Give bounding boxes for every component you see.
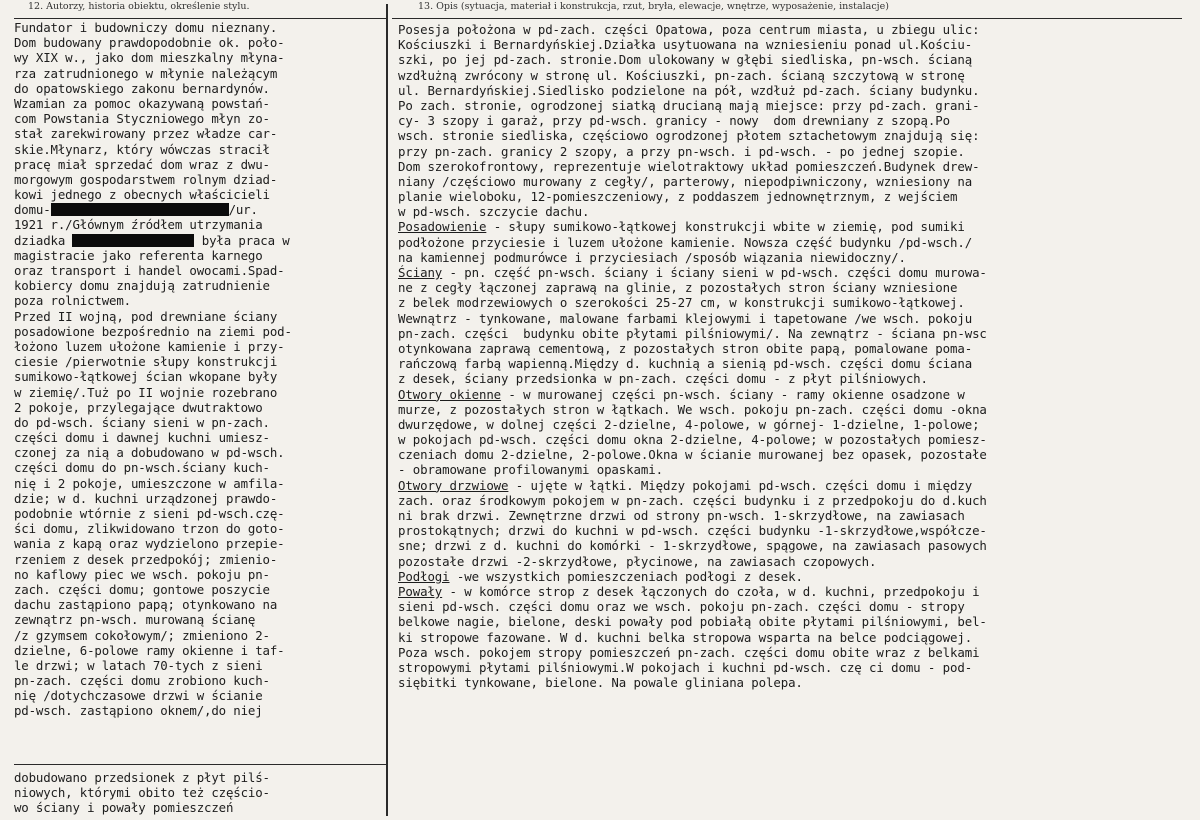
description-line: murze, z pozostałych stron w łątkach. We wsch. pokoju pn-zach. części domu -okna <box>398 401 987 417</box>
description-section <box>398 387 1188 478</box>
history-line: le drzwi; w latach 70-tych z sieni <box>14 657 263 673</box>
history-line: skie.Młynarz, który wówczas stracił <box>14 141 270 157</box>
history-line: zewnątrz pn-wsch. murowaną ścianę <box>14 612 256 628</box>
section-first-line <box>398 569 1188 584</box>
description-intro <box>398 22 1188 219</box>
description-line: wsch. stronie siedliska, częściowo ogrodzonej płotem sztachetowym znajdują się: <box>398 128 980 144</box>
description-line: stropowymi płytami pilśniowymi.W pokojach i kuchni pd-wsch. czę ci domu - pod- <box>398 659 973 675</box>
left-header-rule <box>14 18 386 19</box>
history-tail <box>14 770 382 816</box>
description-line: rańczową farbą wapienną.Między d. kuchnią a sienią pd-wsch. części domu ściana <box>398 356 973 372</box>
history-line: dachu zastąpiono papą; otynkowano na <box>14 597 278 613</box>
history-line: posadowione bezpośrednio na ziemi pod- <box>14 323 292 339</box>
history-line: 2 pokoje, przylegające dwutraktowo <box>14 399 263 415</box>
description-line: ne z cegły łączonej zaprawą na glinie, z pozostałych stron ściany wzniesione <box>398 280 958 296</box>
section-label: Ściany <box>398 265 443 280</box>
description-section <box>398 478 1188 569</box>
section-13-header: 13. Opis (sytuacja, materiał i konstrukcja, rzut, bryła, elewacje, wnętrze, wyposażenie, instalacje) <box>418 1 889 12</box>
column-divider <box>386 4 388 816</box>
history-line: pd-wsch. zastąpiono oknem/,do niej <box>14 703 263 719</box>
history-line: oraz transport i handel owocami.Spad- <box>14 263 285 278</box>
history-line: podobnie wtórnie z sieni pd-wsch.czę- <box>14 506 285 521</box>
history-line: ciesie /pierwotnie słupy konstrukcji <box>14 354 278 370</box>
history-line: zach. części domu; gontowe poszycie <box>14 581 270 597</box>
description-line: na kamiennej podmurówce i przyciesiach /sposób wiązania niewidoczny/. <box>398 249 906 265</box>
description-line: Po zach. stronie, ogrodzonej siatką drucianą mają miejsce: przy pd-zach. grani- <box>398 97 980 113</box>
text-fragment: domu- <box>14 202 51 218</box>
section-text: - w komórce strop z desek łączonych do czoła, w d. kuchni, przedpokoju i <box>442 583 980 599</box>
section-label: Podłogi <box>398 568 450 584</box>
history-line: magistracie jako referenta karnego <box>14 247 263 263</box>
description-line: - obramowane profilowanymi opaskami. <box>398 462 663 478</box>
description-line: pn-zach. części budynku obite płytami pilśniowymi/. Na zewnątrz - ściana pn-wsc <box>398 325 987 341</box>
history-line: kobiercy domu znajdują zatrudnienie <box>14 278 270 294</box>
description-line: wzdłużną zwrócony w stronę ul. Kościuszki, pn-zach. ścianą szczytową w stronę <box>398 67 965 83</box>
description-line: z desek, ściany przedsionka w pn-zach. części domu - z płyt pilśniowych. <box>398 371 928 387</box>
history-line: poza rolnictwem. <box>14 293 131 309</box>
description-section <box>398 584 1188 690</box>
description-line: cy- 3 szopy i garaż, przy pd-wsch. granicy - nowy dom drewniany z szopą.Po <box>398 113 950 129</box>
history-line: com Powstania Styczniowego młyn zo- <box>14 111 270 127</box>
description-line: ki stropowe fazowane. W d. kuchni belka stropowa wsparta na belce podciągowej. <box>398 629 973 645</box>
right-header-rule <box>392 18 1182 19</box>
section-text: - pn. część pn-wsch. ściany i ściany sieni w pd-wsch. części domu murowa- <box>442 265 987 280</box>
history-line: części domu do pn-wsch.ściany kuch- <box>14 460 270 476</box>
description-line: z belek modrzewiowych o szerokości 25-27 cm, w konstrukcji sumikowo-łątkowej. <box>398 295 965 311</box>
description-line: szki, po jej pd-zach. stronie.Dom ulokowany w głębi siedliska, pn-wsch. ścianą <box>398 52 973 68</box>
history-line: części domu i dawnej kuchni umiesz- <box>14 430 270 446</box>
history-line: do pd-wsch. ściany sieni w pn-zach. <box>14 414 270 430</box>
section-first-line <box>398 478 1188 493</box>
section-12-header: 12. Autorzy, historia obiektu, określenie stylu. <box>28 1 250 12</box>
description-line: przy pn-zach. granicy 2 szopy, a przy pn-wsch. i pd-wsch. - po jednej szopie. <box>398 143 965 159</box>
history-column <box>14 20 382 719</box>
history-line: do opatowskiego zakonu bernardynów. <box>14 80 270 96</box>
description-line: Kościuszki i Bernardyńskiej.Działka usytuowana na wzniesieniu ponad ul.Kościu- <box>398 37 973 53</box>
description-line: Posesja położona w pd-zach. części Opatowa, poza centrum miasta, u zbiegu ulic: <box>398 22 980 37</box>
section-first-line <box>398 387 1188 402</box>
text-fragment: /ur. <box>228 202 258 218</box>
history-line: rzeniem z desek przedpokój; zmienio- <box>14 551 278 567</box>
history-line: Przed II wojną, pod drewniane ściany <box>14 308 278 324</box>
section-label: Otwory okienne <box>398 386 502 402</box>
history-line: kowi jednego z obecnych właścicieli <box>14 187 270 203</box>
history-line: nię i 2 pokoje, umieszczone w amfila- <box>14 475 285 491</box>
section-first-line <box>398 265 1188 280</box>
history-line: niowych, którymi obito też częścio- <box>14 785 270 801</box>
description-line: siębitki tynkowane, bielone. Na powale gliniana polepa. <box>398 675 803 691</box>
history-line: ści domu, zlikwidowano trzon do goto- <box>14 521 285 537</box>
text-fragment: dziadka <box>14 232 66 248</box>
history-line: morgowym gospodarstwem rolnym dziad- <box>14 171 278 187</box>
section-text: - słupy sumikowo-łątkowej konstrukcji wbite w ziemię, pod sumiki <box>486 219 965 235</box>
description-line: w pokojach pd-wsch. części domu okna 2-dzielne, 4-polowe; w pozostałych pomiesz- <box>398 432 987 448</box>
section-label: Powały <box>398 583 443 599</box>
description-sections <box>398 219 1188 690</box>
section-first-line <box>398 219 1188 234</box>
description-line: dwurzędowe, w dolnej części 2-dzielne, 4-polowe, w górnej- 1-dzielne, 1-polowe; <box>398 416 980 432</box>
history-line: pn-zach. części domu zrobiono kuch- <box>14 673 270 689</box>
description-section <box>398 265 1188 387</box>
history-line: dzie; w d. kuchni urządzonej prawdo- <box>14 490 278 506</box>
description-column <box>398 22 1188 690</box>
description-line: sne; drzwi z d. kuchni do komórki - 1-skrzydłowe, spągowe, na zawiasach pasowych <box>398 538 987 554</box>
left-bottom-rule <box>14 764 386 765</box>
description-line: Wewnątrz - tynkowane, malowane farbami klejowymi i tapetowane /we wsch. pokoju <box>398 310 973 326</box>
description-line: niany /częściowo murowany z cegły/, parterowy, niepodpiwniczony, wzniesiony na <box>398 173 973 189</box>
history-line: łożono luzem ułożone kamienie i przy- <box>14 338 285 354</box>
redaction-bar <box>72 234 194 247</box>
description-line: czeniach domu 2-dzielne, 2-polowe.Okna w ścianie murowanej bez opasek, pozostałe <box>398 447 987 463</box>
description-line: prostokątnych; drzwi do kuchni w pd-wsch. części budynku -1-skrzydłowe,współcze- <box>398 523 987 539</box>
section-first-line <box>398 584 1188 599</box>
text-fragment: była praca w <box>201 232 290 248</box>
description-line: ni brak drzwi. Zewnętrzne drzwi od strony pn-wsch. 1-skrzydłowe, na zawiasach <box>398 508 965 523</box>
history-line: wo ściany i powały pomieszczeń <box>14 800 234 816</box>
history-line-redacted-owner <box>14 202 382 217</box>
history-line: rza zatrudnionego w młynie należącym <box>14 65 278 81</box>
description-line: otynkowana zaprawą cementową, z pozostałych stron obite papą, pomalowane poma- <box>398 340 973 356</box>
description-line: podłożone przyciesie i luzem ułożone kamienie. Nowsza część budynku /pd-wsch./ <box>398 234 973 250</box>
description-section <box>398 219 1188 265</box>
history-line: Fundator i budowniczy domu nieznany. <box>14 20 278 35</box>
history-line: czonej za nią a dobudowano w pd-wsch. <box>14 445 285 461</box>
section-text: - w murowanej części pn-wsch. ściany - ramy okienne osadzone w <box>501 386 965 402</box>
description-section <box>398 569 1188 584</box>
history-line: wania z kapą oraz wydzielono przepie- <box>14 536 285 552</box>
description-line: Poza wsch. pokojem stropy pomieszczeń pn-zach. części domu obite wraz z belkami <box>398 644 980 660</box>
history-line: no kaflowy piec we wsch. pokoju pn- <box>14 566 270 582</box>
history-line: sumikowo-łątkowej ścian wkopane były <box>14 369 278 385</box>
history-line: Dom budowany prawdopodobnie ok. poło- <box>14 35 285 51</box>
description-line: planie wieloboku, 12-pomieszczeniowy, z poddaszem jednownętrznym, z wejściem <box>398 189 958 205</box>
description-line: belkowe nagie, bielone, deski powały pod pobiałą obite płytami pilśniowymi, bel- <box>398 614 987 630</box>
history-continued <box>14 248 382 719</box>
section-label: Posadowienie <box>398 219 487 235</box>
description-line: sieni pd-wsch. części domu oraz we wsch. pokoju pn-zach. części domu - stropy <box>398 599 965 615</box>
history-line: dobudowano przedsionek z płyt pilś- <box>14 770 270 785</box>
description-line: Dom szerokofrontowy, reprezentuje wielotraktowy układ pomieszczeń.Budynek drew- <box>398 158 980 174</box>
history-line: 1921 r./Głównym źródłem utrzymania <box>14 217 263 233</box>
history-line: Wzamian za pomoc okazywaną powstań- <box>14 95 270 111</box>
history-line: pracę miał sprzedać dom wraz z dwu- <box>14 156 270 172</box>
history-line: w ziemię/.Tuż po II wojnie rozebrano <box>14 384 278 400</box>
history-line: nię /dotychczasowe drzwi w ścianie <box>14 688 263 704</box>
history-line: dzielne, 6-polowe ramy okienne i taf- <box>14 642 285 658</box>
history-line: /z gzymsem cokołowym/; zmieniono 2- <box>14 627 270 643</box>
description-line: zach. oraz środkowym pokojem w pn-zach. części budynku i z przedpokoju do d.kuch <box>398 492 987 508</box>
redaction-bar <box>51 203 229 216</box>
section-text: - ujęte w łątki. Między pokojami pd-wsch. części domu i między <box>508 477 973 493</box>
history-line: stał zarekwirowany przez władze car- <box>14 126 278 142</box>
section-label: Otwory drzwiowe <box>398 477 509 493</box>
description-line: ul. Bernardyńskiej.Siedlisko podzielone na pół, wzdłuż pd-zach. ściany budynku. <box>398 82 980 98</box>
history-line: wy XIX w., jako dom mieszkalny młyna- <box>14 50 285 66</box>
history-line-redacted-grandfather <box>14 233 382 248</box>
description-line: pozostałe drzwi -2-skrzydłowe, płycinowe, na zawiasach czopowych. <box>398 553 877 569</box>
section-text: -we wszystkich pomieszczeniach podłogi z desek. <box>449 568 803 584</box>
description-line: w pd-wsch. szczycie dachu. <box>398 204 590 220</box>
